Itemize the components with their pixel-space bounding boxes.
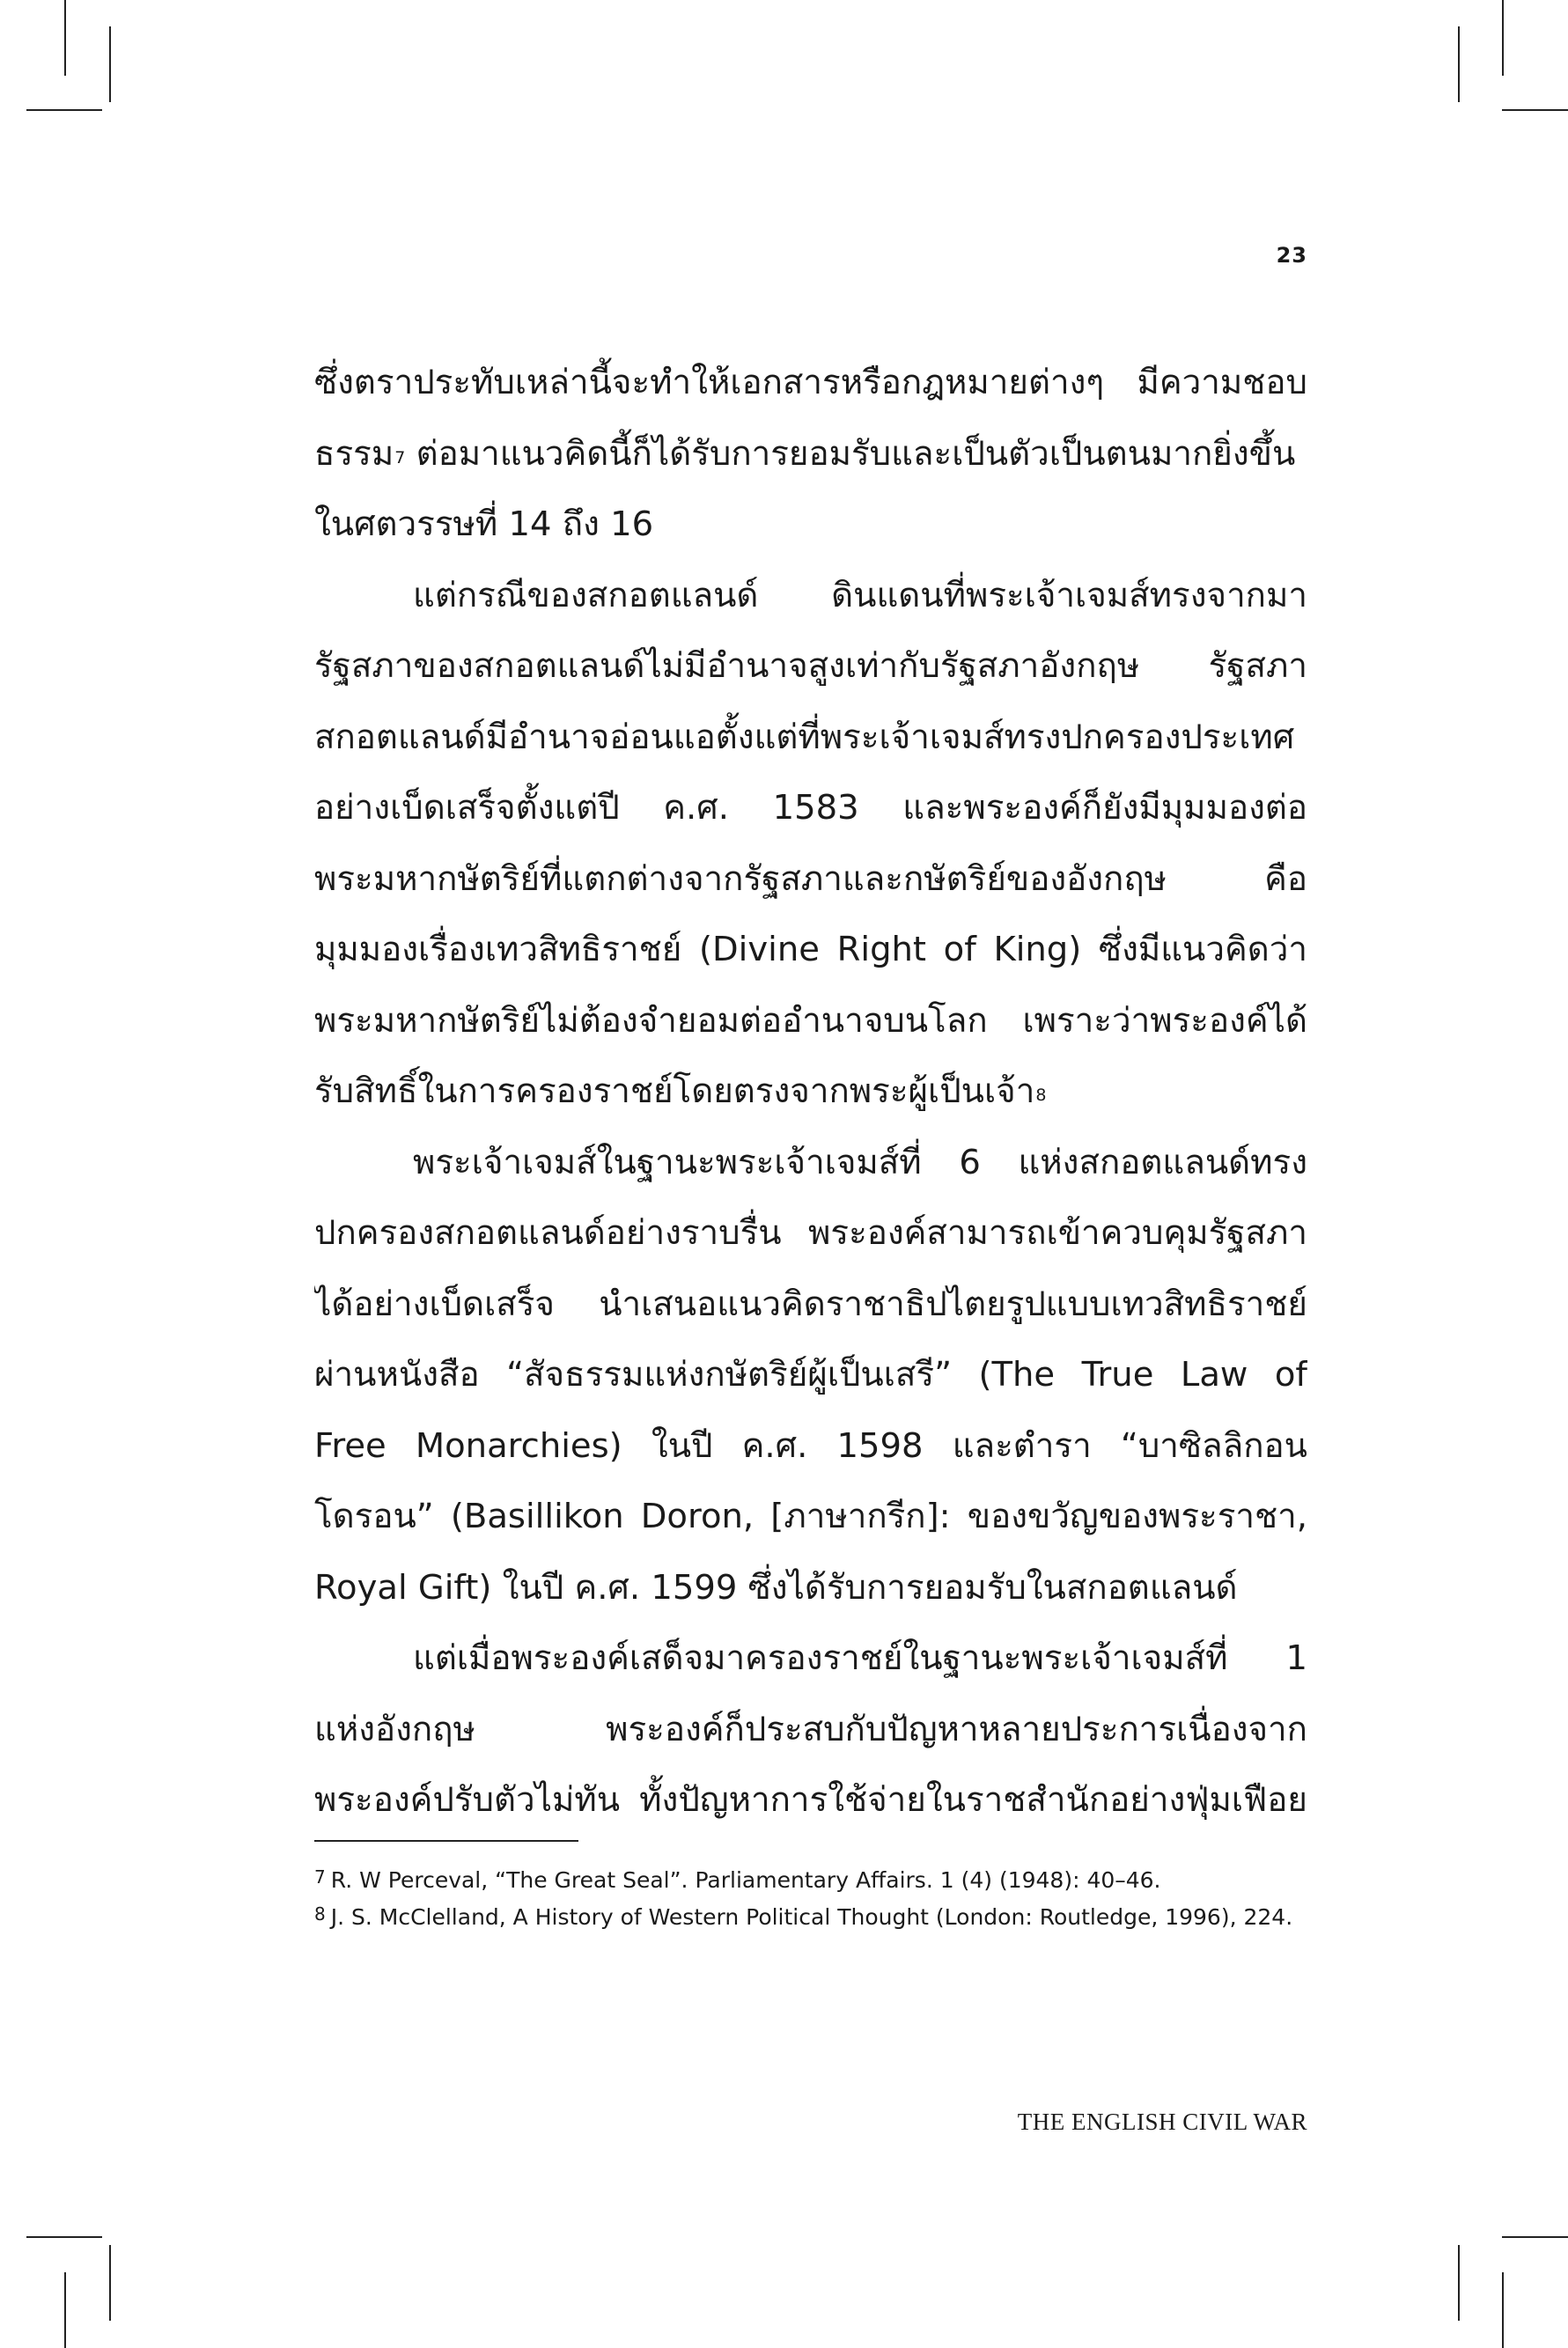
paragraph-line: ปกครองสกอตแลนด์อย่างราบรื่น พระองค์สามารถเข้าควบคุมรัฐสภา	[314, 1213, 1307, 1253]
paragraph-line: แห่งอังกฤษ พระองค์ก็ประสบกับปัญหาหลายประการเนื่องจาก	[314, 1709, 1307, 1749]
paragraph-line-lead: ธรรม	[314, 433, 394, 474]
paragraph-line: ในศตวรรษที่ 14 ถึง 16	[314, 504, 654, 544]
paragraph-line: มุมมองเรื่องเทวสิทธิราชย์ (Divine Right of King) ซึ่งมีแนวคิดว่า	[314, 930, 1307, 969]
crop-mark	[1502, 2272, 1504, 2348]
running-footer: THE ENGLISH CIVIL WAR	[1017, 2109, 1307, 2135]
crop-mark	[109, 2245, 111, 2321]
footnotes	[314, 1862, 1307, 1936]
paragraph-line: แต่เมื่อพระองค์เสด็จมาครองราชย์ในฐานะพระเจ้าเจมส์ที่ 1	[413, 1638, 1307, 1678]
footnote-text: J. S. McClelland, A History of Western Political Thought (London: Routledge, 1996), 224.	[330, 1904, 1293, 1930]
paragraph-line	[314, 1056, 1307, 1128]
body-text	[314, 348, 1307, 1836]
paragraph-line-rest: ต่อมาแนวคิดนี้ก็ได้รับการยอมรับและเป็นตัวเป็นตนมากยิ่งขึ้น	[416, 433, 1296, 474]
paragraph-line: ซึ่งตราประทับเหล่านี้จะทำให้เอกสารหรือกฎหมายต่างๆ มีความชอบ	[314, 363, 1307, 402]
crop-mark	[1458, 2245, 1460, 2321]
paragraph-line: Free Monarchies) ในปี ค.ศ. 1598 และตำรา “บาซิลลิกอน	[314, 1425, 1307, 1466]
paragraph-line: พระมหากษัตริย์ที่แตกต่างจากรัฐสภาและกษัตริย์ของอังกฤษ คือ	[314, 858, 1307, 899]
crop-mark	[64, 2272, 66, 2348]
paragraph-line: สกอตแลนด์มีอำนาจอ่อนแอตั้งแต่ที่พระเจ้าเจมส์ทรงปกครองประเทศ	[314, 717, 1295, 757]
paragraph-line: แต่กรณีของสกอตแลนด์ ดินแดนที่พระเจ้าเจมส์ทรงจากมา	[413, 575, 1307, 615]
page-number: 23	[1276, 243, 1307, 268]
paragraph-line: พระองค์ปรับตัวไม่ทัน ทั้งปัญหาการใช้จ่ายในราชสำนักอย่างฟุ่มเฟือย	[314, 1780, 1307, 1820]
footnote	[314, 1899, 1307, 1936]
crop-mark	[64, 0, 66, 76]
paragraph-line: พระเจ้าเจมส์ในฐานะพระเจ้าเจมส์ที่ 6 แห่งสกอตแลนด์ทรง	[413, 1142, 1307, 1182]
paragraph-line: อย่างเบ็ดเสร็จตั้งแต่ปี ค.ศ. 1583 และพระองค์ก็ยังมีมุมมองต่อ	[314, 788, 1307, 828]
footnote-reference[interactable]: 8	[1035, 1086, 1047, 1105]
crop-mark	[1502, 2236, 1568, 2238]
crop-mark	[1458, 26, 1460, 102]
footnote	[314, 1862, 1307, 1899]
footnote-divider	[314, 1840, 578, 1842]
footnote-number: 8	[314, 1903, 326, 1925]
crop-mark	[26, 2236, 102, 2238]
crop-mark	[109, 26, 111, 102]
crop-mark	[1502, 0, 1504, 76]
paragraph-line: พระมหากษัตริย์ไม่ต้องจำยอมต่ออำนาจบนโลก เพราะว่าพระองค์ได้	[314, 1000, 1307, 1041]
paragraph-line: Royal Gift) ในปี ค.ศ. 1599 ซึ่งได้รับการยอมรับในสกอตแลนด์	[314, 1567, 1238, 1608]
paragraph-line	[314, 419, 1307, 490]
paragraph-line: ผ่านหนังสือ “สัจธรรมแห่งกษัตริย์ผู้เป็นเสรี” (The True Law of	[314, 1355, 1307, 1395]
crop-mark	[26, 109, 102, 111]
footnote-number: 7	[314, 1866, 326, 1888]
paragraph-line: โดรอน” (Basillikon Doron, [ภาษากรีก]: ของขวัญของพระราชา,	[314, 1497, 1307, 1536]
paragraph-line: ได้อย่างเบ็ดเสร็จ นำเสนอแนวคิดราชาธิปไตยรูปแบบเทวสิทธิราชย์	[314, 1284, 1307, 1324]
footnote-text: R. W Perceval, “The Great Seal”. Parliamentary Affairs. 1 (4) (1948): 40–46.	[330, 1867, 1161, 1893]
crop-mark	[1502, 109, 1568, 111]
footnote-reference[interactable]: 7	[394, 447, 406, 467]
paragraph-line-text: รับสิทธิ์ในการครองราชย์โดยตรงจากพระผู้เป็นเจ้า	[314, 1071, 1035, 1111]
paragraph-line: รัฐสภาของสกอตแลนด์ไม่มีอำนาจสูงเท่ากับรัฐสภาอังกฤษ รัฐสภา	[314, 646, 1307, 686]
